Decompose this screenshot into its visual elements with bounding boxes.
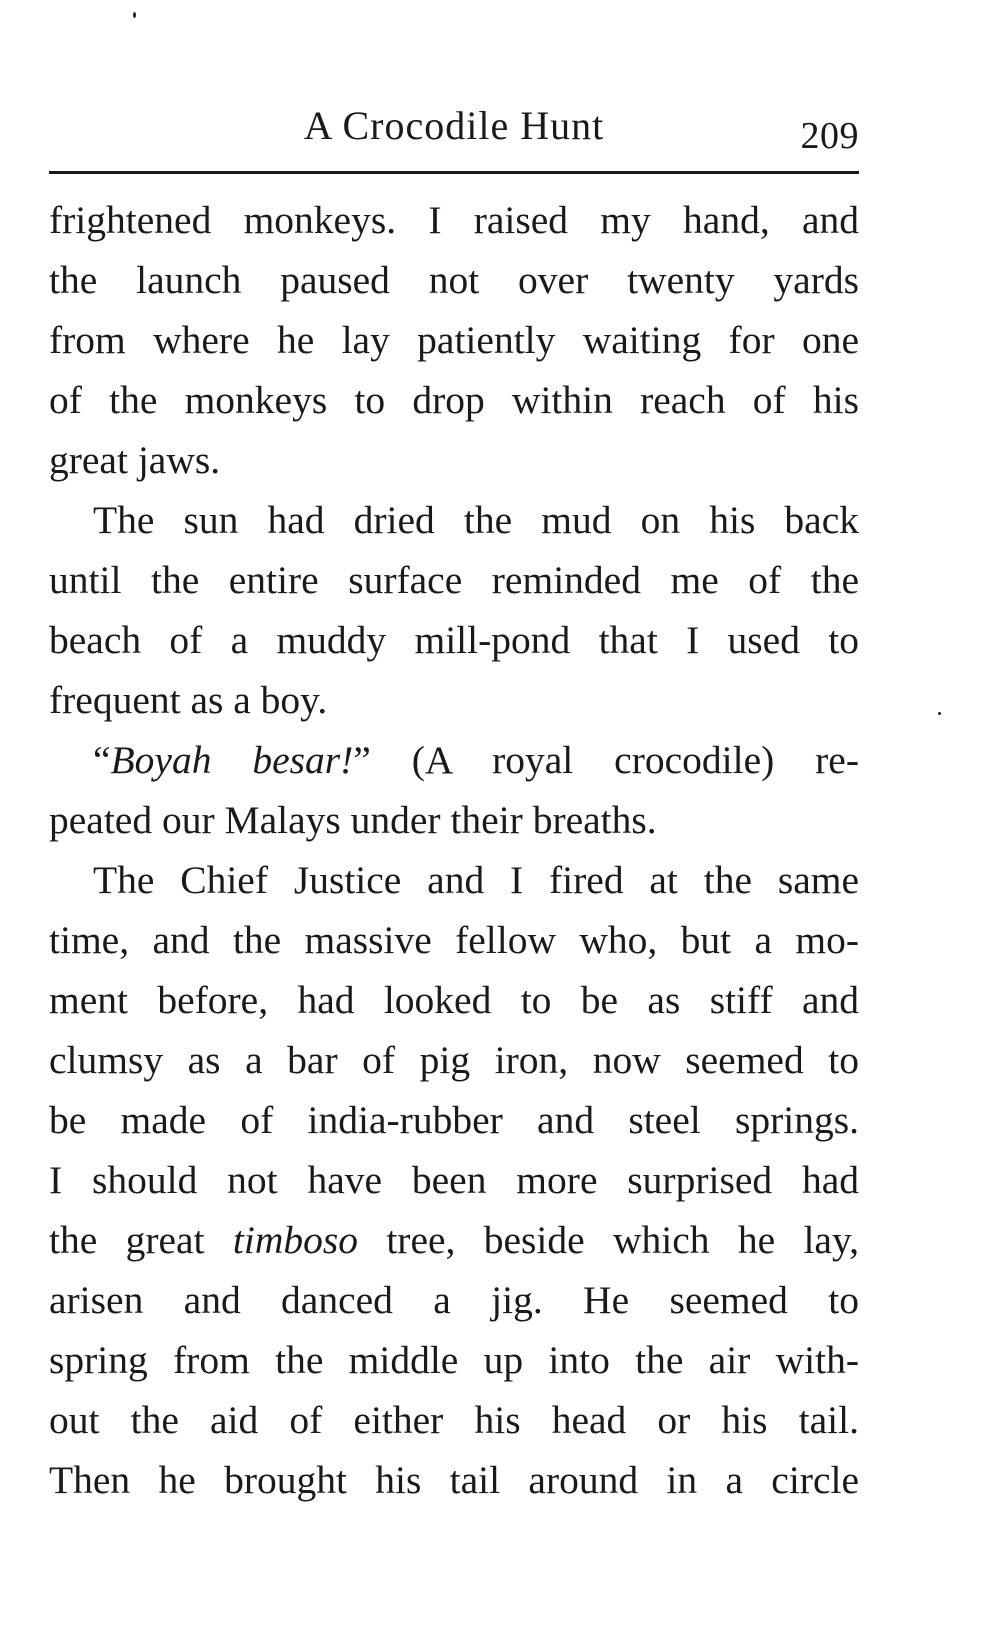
- line-rest: (A royal crocodile) re-: [411, 738, 859, 782]
- ink-speck: [133, 12, 136, 18]
- text-line: the launch paused not over twenty yards: [49, 258, 859, 302]
- quote-open: “: [93, 738, 111, 782]
- text-line: out the aid of either his head or his tail.: [49, 1398, 859, 1442]
- text-line: I should not have been more surprised had: [49, 1158, 859, 1202]
- quote-close: ”: [353, 738, 371, 782]
- text-line: of the monkeys to drop within reach of his: [49, 378, 859, 422]
- text-line: be made of india-rubber and steel springs.: [49, 1098, 859, 1142]
- text-line: great jaws.: [49, 438, 221, 482]
- text-line: frequent as a boy.: [49, 678, 328, 722]
- line-start: the great: [49, 1218, 205, 1262]
- text-line: until the entire surface reminded me of the: [49, 558, 859, 602]
- text-line: time, and the massive fellow who, but a mo-: [49, 918, 859, 962]
- text-line: peated our Malays under their breaths.: [49, 798, 657, 842]
- ink-speck: [938, 712, 941, 715]
- header-rule: [49, 171, 859, 174]
- running-title: A Crocodile Hunt: [303, 103, 605, 148]
- body-text: [49, 190, 859, 1510]
- italic-word: timboso: [232, 1218, 358, 1262]
- line-end: tree, beside which he lay,: [386, 1218, 859, 1262]
- text-line: [49, 1210, 859, 1270]
- page-number: 209: [800, 115, 859, 157]
- text-line: spring from the middle up into the air with-: [49, 1338, 859, 1382]
- page-header: [49, 96, 859, 156]
- text-line: beach of a muddy mill-pond that I used to: [49, 618, 859, 662]
- text-line: ment before, had looked to be as stiff and: [49, 978, 859, 1022]
- text-line: [49, 730, 859, 790]
- text-line: arisen and danced a jig. He seemed to: [49, 1278, 859, 1322]
- text-line: The sun had dried the mud on his back: [93, 498, 859, 542]
- text-line: The Chief Justice and I fired at the same: [93, 858, 859, 902]
- text-line: frightened monkeys. I raised my hand, and: [49, 198, 859, 242]
- text-line: from where he lay patiently waiting for one: [49, 318, 859, 362]
- text-line: Then he brought his tail around in a circle: [49, 1458, 859, 1502]
- text-line: clumsy as a bar of pig iron, now seemed to: [49, 1038, 859, 1082]
- italic-phrase: Boyah besar!: [110, 738, 354, 782]
